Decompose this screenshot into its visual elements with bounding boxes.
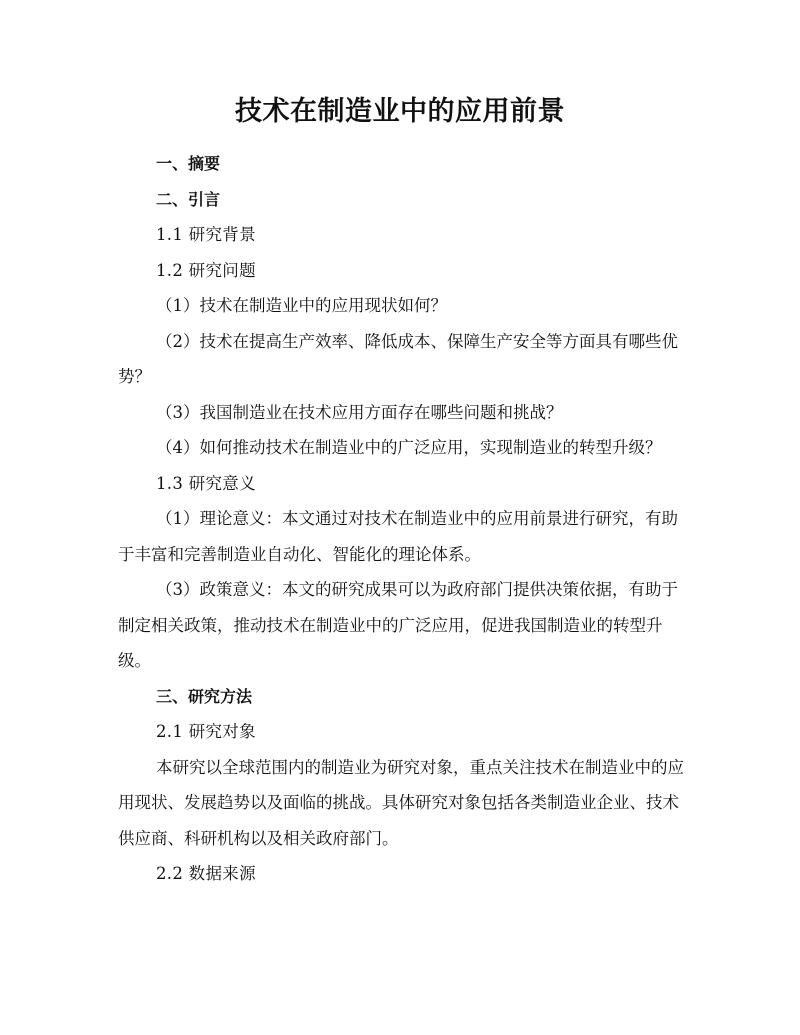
document-title: 技术在制造业中的应用前景 (235, 96, 565, 127)
subsection-research-background: 1.1 研究背景 (156, 225, 256, 244)
research-question-1: （1）技术在制造业中的应用现状如何？ (156, 296, 447, 315)
significance-policy: （3）政策意义：本文的研究成果可以为政府部门提供决策依据，有助于制定相关政策，推动技术在制造业中的广泛应用，促进我国制造业的转型升级。 (118, 580, 678, 670)
research-question-3: （3）我国制造业在技术应用方面存在哪些问题和挑战？ (156, 402, 563, 422)
research-question-4: （4）如何推动技术在制造业中的广泛应用，实现制造业的转型升级？ (156, 438, 662, 457)
research-object-paragraph: 本研究以全球范围内的制造业为研究对象，重点关注技术在制造业中的应用现状、发展趋势以及面临的挑战。具体研究对象包括各类制造业企业、技术供应商、科研机构以及相关政府部门。 (118, 757, 684, 848)
significance-theoretical: （1）理论意义：本文通过对技术在制造业中的应用前景进行研究，有助于丰富和完善制造业自动化、智能化的理论体系。 (118, 509, 678, 564)
subsection-research-object: 2.1 研究对象 (156, 722, 256, 741)
subsection-research-questions: 1.2 研究问题 (156, 260, 256, 280)
section-heading-introduction: 二、引言 (156, 189, 221, 209)
subsection-research-significance: 1.3 研究意义 (156, 473, 256, 493)
document-body (118, 146, 688, 892)
section-heading-abstract: 一、摘要 (156, 154, 221, 173)
section-heading-methods: 三、研究方法 (156, 686, 253, 706)
subsection-data-source: 2.2 数据来源 (156, 864, 256, 883)
research-question-2: （2）技术在提高生产效率、降低成本、保障生产安全等方面具有哪些优势？ (118, 331, 678, 386)
